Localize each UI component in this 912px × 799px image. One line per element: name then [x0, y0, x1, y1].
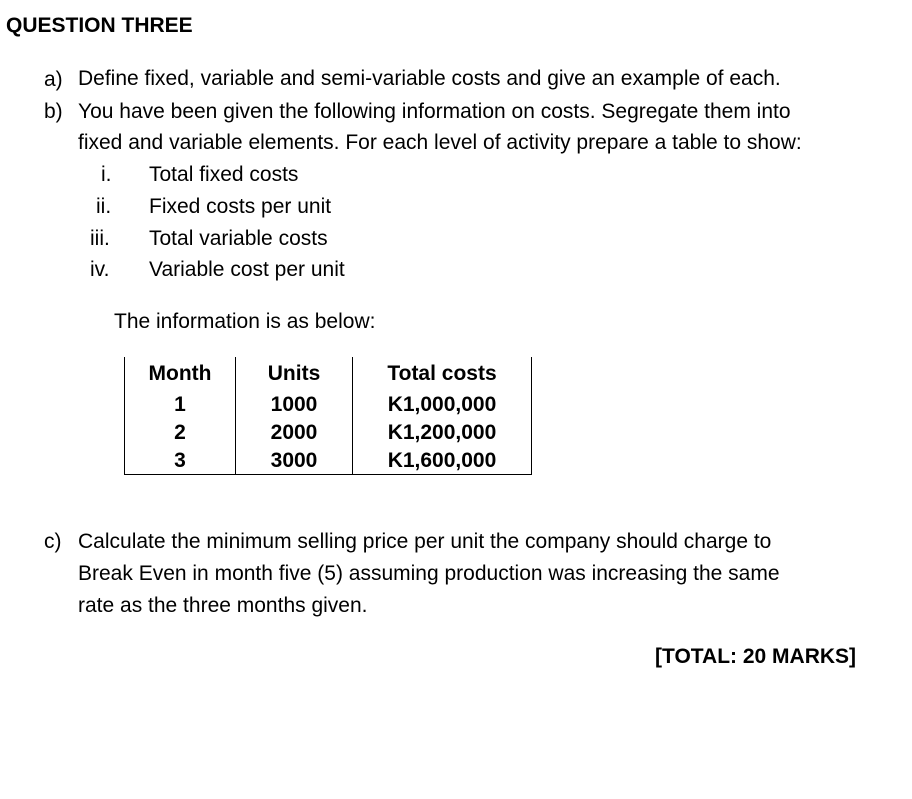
cell-total-costs: K1,000,000	[353, 391, 532, 419]
item-a-text: Define fixed, variable and semi-variable costs and give an example of each.	[78, 67, 781, 90]
cell-total-costs: K1,200,000	[353, 419, 532, 447]
subitem-numeral: iii.	[90, 227, 110, 250]
cell-units: 1000	[236, 391, 353, 419]
total-marks: [TOTAL: 20 MARKS]	[655, 645, 857, 668]
cell-month: 2	[125, 419, 236, 447]
item-b-line-1: You have been given the following information on costs. Segregate them into	[78, 100, 791, 123]
item-c-line-1: Calculate the minimum selling price per unit the company should charge to	[78, 530, 772, 553]
cell-total-costs: K1,600,000	[353, 447, 532, 475]
cell-units: 2000	[236, 419, 353, 447]
cell-month: 3	[125, 447, 236, 475]
subitem-text: Total variable costs	[149, 227, 328, 250]
header-total-costs: Total costs	[353, 357, 532, 391]
item-b-letter: b)	[44, 100, 63, 123]
table-intro: The information is as below:	[114, 310, 376, 333]
item-a-letter: a)	[44, 68, 63, 91]
table-header-row	[125, 357, 532, 391]
subitem-numeral: ii.	[96, 195, 112, 218]
subitem-text: Fixed costs per unit	[149, 195, 332, 218]
subitem-numeral: i.	[101, 163, 112, 186]
subitem-text: Variable cost per unit	[149, 258, 345, 281]
table-row	[125, 447, 532, 475]
question-heading: QUESTION THREE	[6, 14, 193, 37]
cell-units: 3000	[236, 447, 353, 475]
subitem-numeral: iv.	[90, 258, 110, 281]
item-c-letter: c)	[44, 530, 62, 553]
header-month: Month	[125, 357, 236, 391]
subitem-text: Total fixed costs	[149, 163, 299, 186]
table-row	[125, 391, 532, 419]
cell-month: 1	[125, 391, 236, 419]
cost-table	[124, 357, 532, 475]
item-b-line-2: fixed and variable elements. For each level of activity prepare a table to show:	[78, 131, 802, 154]
item-c-line-3: rate as the three months given.	[78, 594, 368, 617]
table-row	[125, 419, 532, 447]
header-units: Units	[236, 357, 353, 391]
item-c-line-2: Break Even in month five (5) assuming production was increasing the same	[78, 562, 780, 585]
